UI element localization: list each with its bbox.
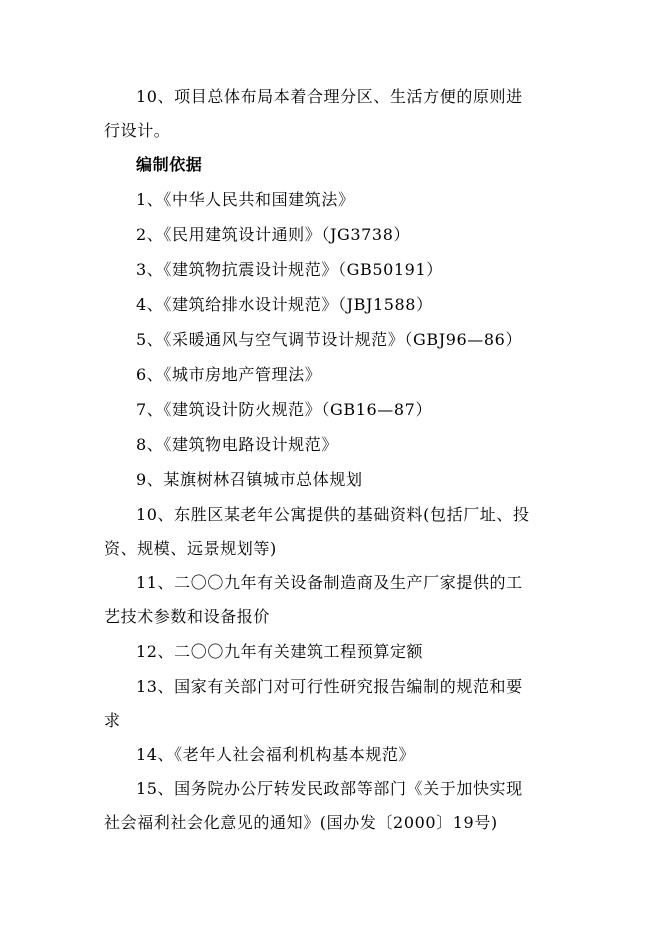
list-item-text: 艺技术参数和设备报价 [104,607,271,626]
list-item-text: 10、东胜区某老年公寓提供的基础资料(包括厂址、投 [136,505,530,524]
list-item [104,772,564,840]
list-item [104,323,564,357]
list-item [104,566,564,634]
list-item [104,463,564,497]
list-item-text: 5、《采暖通风与空气调节设计规范》（GBJ96—86） [136,330,523,349]
list-item-text: 11、二〇〇九年有关设备制造商及生产厂家提供的工 [136,573,523,592]
list-item-text: 6、《城市房地产管理法》 [136,365,322,384]
paragraph-line: 行设计。 [104,121,171,140]
list-item [104,738,564,772]
paragraph-item-10-layout [104,80,564,148]
list-item-text: 4、《建筑给排水设计规范》（JBJ1588） [136,295,433,314]
list-item-text: 15、国务院办公厅转发民政部等部门《关于加快实现 [136,779,523,798]
list-item [104,393,564,427]
list-item [104,498,564,566]
list-item [104,288,564,322]
list-item [104,428,564,462]
list-item-text: 8、《建筑物电路设计规范》 [136,435,338,454]
paragraph-line: 10、项目总体布局本着合理分区、生活方便的原则进 [136,87,523,106]
list-item [104,253,564,287]
list-item-text: 资、规模、远景规划等) [104,539,277,558]
list-item-text: 2、《民用建筑设计通则》（JG3738） [136,225,411,244]
list-item-text: 12、二〇〇九年有关建筑工程预算定额 [136,642,424,661]
list-item-text: 9、某旗树林召镇城市总体规划 [136,470,363,489]
list-item-text: 14、《老年人社会福利机构基本规范》 [136,745,416,764]
list-item [104,670,564,738]
list-item-text: 社会福利社会化意见的通知》(国办发〔2000〕19号) [104,813,498,832]
list-item-text: 13、国家有关部门对可行性研究报告编制的规范和要 [136,677,523,696]
list-item [104,358,564,392]
list-item-text: 求 [104,711,121,730]
list-item-text: 1、《中华人民共和国建筑法》 [136,190,355,209]
list-item [104,183,564,217]
list-item-text: 7、《建筑设计防火规范》（GB16—87） [136,400,433,419]
list-item-text: 3、《建筑物抗震设计规范》（GB50191） [136,260,443,279]
list-item [104,218,564,252]
section-heading: 编制依据 [136,155,203,174]
list-item [104,635,564,669]
